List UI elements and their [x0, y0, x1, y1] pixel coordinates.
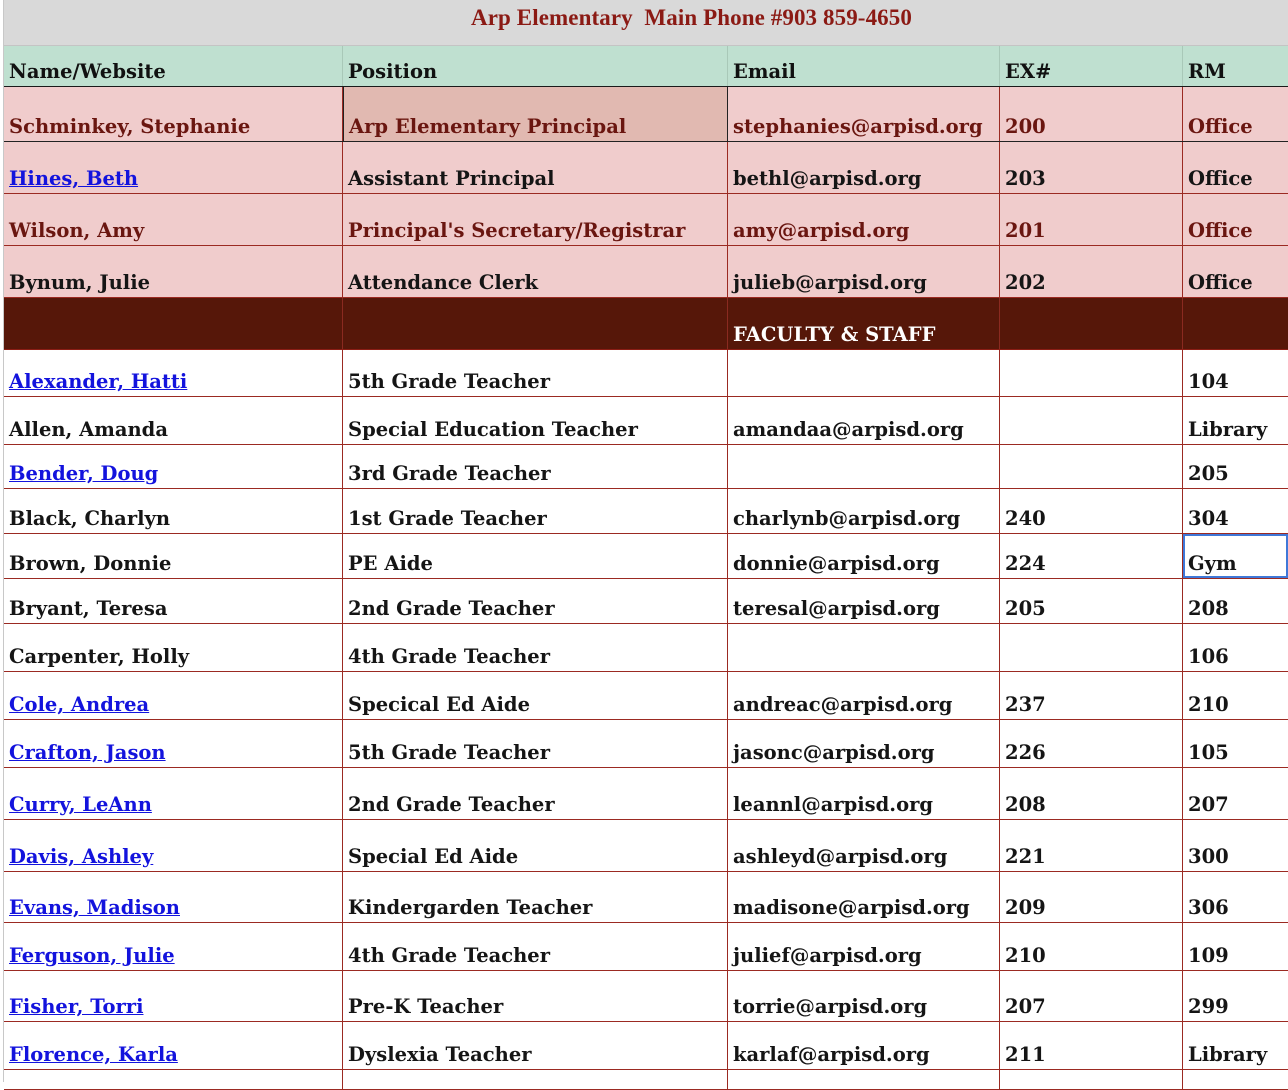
cell-text: PE Aide [348, 552, 433, 575]
cell-position[interactable] [343, 534, 728, 578]
name-link[interactable]: Curry, LeAnn [9, 793, 152, 816]
cell-email[interactable] [728, 246, 1000, 297]
empty-cell[interactable] [1183, 1070, 1288, 1089]
staff-row [4, 1022, 1288, 1070]
cell-position[interactable] [343, 397, 728, 444]
cell-text: 5th Grade Teacher [348, 370, 550, 393]
cell-ext[interactable] [1000, 720, 1183, 767]
cell-ext[interactable] [1000, 579, 1183, 623]
cell-text: Pre-K Teacher [348, 995, 504, 1018]
empty-cell[interactable] [728, 1070, 1000, 1089]
cell-ext[interactable] [1000, 820, 1183, 871]
cell-name[interactable] [4, 624, 343, 671]
cell-position[interactable] [343, 194, 728, 245]
cell-text: 4th Grade Teacher [348, 944, 550, 967]
cell-email[interactable] [728, 87, 1000, 141]
cell-text: 210 [1188, 693, 1229, 716]
cell-text: Office [1188, 167, 1253, 190]
staff-row [4, 397, 1288, 445]
cell-position[interactable] [343, 720, 728, 767]
cell-text: madisone@arpisd.org [733, 896, 970, 919]
cell-text: 304 [1188, 507, 1229, 530]
office-row [4, 246, 1288, 298]
cell-room[interactable] [1183, 246, 1288, 297]
cell-text: andreac@arpisd.org [733, 693, 953, 716]
cell-room[interactable] [1183, 923, 1288, 970]
cell-room[interactable] [1183, 350, 1288, 396]
cell-text: bethl@arpisd.org [733, 167, 922, 190]
cell-text: julieb@arpisd.org [733, 271, 927, 294]
office-row [4, 142, 1288, 194]
cell-text: 202 [1005, 271, 1046, 294]
cell-position[interactable] [343, 579, 728, 623]
name-link[interactable]: Fisher, Torri [9, 995, 144, 1018]
cell-email[interactable] [728, 923, 1000, 970]
name-link[interactable]: Davis, Ashley [9, 845, 154, 868]
cell-text: donnie@arpisd.org [733, 552, 940, 575]
staff-row [4, 720, 1288, 768]
header-email[interactable]: Email [728, 46, 1000, 86]
office-row [4, 194, 1288, 246]
name-link[interactable]: Cole, Andrea [9, 693, 150, 716]
cell-ext[interactable] [1000, 87, 1183, 141]
cell-ext[interactable] [1000, 923, 1183, 970]
cell-position[interactable] [343, 923, 728, 970]
cell-text: 105 [1188, 741, 1229, 764]
empty-row [4, 1070, 1288, 1090]
cell-text: Black, Charlyn [9, 507, 171, 530]
cell-text: Specical Ed Aide [348, 693, 530, 716]
staff-row [4, 445, 1288, 489]
cell-text: 306 [1188, 896, 1229, 919]
cell-ext[interactable] [1000, 1022, 1183, 1069]
office-row [4, 87, 1288, 142]
cell-room[interactable] [1183, 489, 1288, 533]
cell-text: torrie@arpisd.org [733, 995, 928, 1018]
cell-text: 210 [1005, 944, 1046, 967]
cell-email[interactable] [728, 445, 1000, 488]
cell-text: Office [1188, 219, 1253, 242]
cell-text: Library [1188, 1043, 1268, 1066]
cell-text: 200 [1005, 115, 1046, 138]
cell-room[interactable] [1183, 445, 1288, 488]
cell-text: Office [1188, 271, 1253, 294]
cell-text: 104 [1188, 370, 1229, 393]
staff-row [4, 971, 1288, 1022]
cell-text: teresal@arpisd.org [733, 597, 940, 620]
cell-text: Brown, Donnie [9, 552, 172, 575]
cell-name[interactable] [4, 194, 343, 245]
cell-text: 237 [1005, 693, 1046, 716]
cell-text: 2nd Grade Teacher [348, 597, 555, 620]
staff-row [4, 350, 1288, 397]
cell-room[interactable] [1183, 1022, 1288, 1069]
cell-text: Arp Elementary Principal [349, 115, 627, 138]
cell-position[interactable] [343, 872, 728, 922]
cell-name[interactable] [4, 350, 343, 396]
cell-room[interactable] [1183, 820, 1288, 871]
cell-text: 1st Grade Teacher [348, 507, 547, 530]
cell-name[interactable] [4, 872, 343, 922]
cell-room[interactable] [1183, 624, 1288, 671]
header-room[interactable]: RM [1188, 60, 1226, 83]
header-row [4, 46, 1288, 87]
cell-email[interactable] [728, 768, 1000, 819]
cell-ext[interactable] [1000, 397, 1183, 444]
cell-text: leannl@arpisd.org [733, 793, 933, 816]
name-link[interactable]: Ferguson, Julie [9, 944, 175, 967]
cell-text: 207 [1005, 995, 1046, 1018]
cell-name[interactable] [4, 923, 343, 970]
cell-text: 203 [1005, 167, 1046, 190]
section-row-faculty-staff [4, 298, 1288, 350]
cell-text: 207 [1188, 793, 1229, 816]
staff-row [4, 534, 1288, 579]
cell-position[interactable] [343, 624, 728, 671]
cell-text: Carpenter, Holly [9, 645, 190, 668]
cell-name[interactable] [4, 534, 343, 578]
staff-row [4, 872, 1288, 923]
cell-text: 240 [1005, 507, 1046, 530]
cell-position[interactable] [343, 350, 728, 396]
cell-text: 4th Grade Teacher [348, 645, 550, 668]
empty-cell[interactable] [1000, 1070, 1183, 1089]
cell-position[interactable] [343, 820, 728, 871]
cell-text: 201 [1005, 219, 1046, 242]
cell-name[interactable] [4, 720, 343, 767]
cell-room[interactable] [1183, 194, 1288, 245]
cell-position[interactable] [343, 87, 728, 141]
cell-room[interactable] [1183, 872, 1288, 922]
cell-text: ashleyd@arpisd.org [733, 845, 948, 868]
cell-text: Assistant Principal [348, 167, 555, 190]
cell-text: 300 [1188, 845, 1229, 868]
section-label[interactable]: FACULTY & STAFF [728, 298, 1000, 349]
title-row[interactable] [4, 0, 1288, 46]
cell-position[interactable] [343, 1022, 728, 1069]
cell-room[interactable] [1183, 397, 1288, 444]
cell-text: charlynb@arpisd.org [733, 507, 961, 530]
cell-ext[interactable] [1000, 534, 1183, 578]
cell-text: 5th Grade Teacher [348, 741, 550, 764]
cell-ext[interactable] [1000, 142, 1183, 193]
staff-row [4, 820, 1288, 872]
staff-row [4, 672, 1288, 720]
cell-name[interactable] [4, 768, 343, 819]
cell-text: Allen, Amanda [9, 418, 168, 441]
cell-name[interactable] [4, 971, 343, 1021]
name-link[interactable]: Crafton, Jason [9, 741, 166, 764]
staff-row [4, 579, 1288, 624]
cell-text: Dyslexia Teacher [348, 1043, 532, 1066]
cell-text: 224 [1005, 552, 1046, 575]
empty-cell[interactable] [343, 1070, 728, 1089]
section-cell[interactable] [1183, 298, 1288, 349]
cell-email[interactable] [728, 142, 1000, 193]
cell-room[interactable] [1183, 768, 1288, 819]
cell-email[interactable] [728, 489, 1000, 533]
cell-text: karlaf@arpisd.org [733, 1043, 930, 1066]
cell-ext[interactable] [1000, 624, 1183, 671]
cell-text: 221 [1005, 845, 1046, 868]
cell-ext[interactable] [1000, 246, 1183, 297]
cell-name[interactable] [4, 489, 343, 533]
cell-name[interactable] [4, 672, 343, 719]
cell-position[interactable] [343, 246, 728, 297]
cell-room[interactable] [1183, 971, 1288, 1021]
cell-email[interactable] [728, 350, 1000, 396]
cell-ext[interactable] [1000, 489, 1183, 533]
cell-text: Bryant, Teresa [9, 597, 168, 620]
cell-ext[interactable] [1000, 872, 1183, 922]
cell-name[interactable] [4, 579, 343, 623]
cell-text: Wilson, Amy [9, 219, 145, 242]
cell-text: 106 [1188, 645, 1229, 668]
cell-email[interactable] [728, 194, 1000, 245]
empty-cell[interactable] [4, 1070, 343, 1089]
cell-text: Gym [1188, 552, 1237, 575]
cell-room[interactable] [1183, 672, 1288, 719]
cell-text: Schminkey, Stephanie [9, 115, 251, 138]
cell-position[interactable] [343, 971, 728, 1021]
cell-text: Bynum, Julie [9, 271, 151, 294]
staff-row [4, 923, 1288, 971]
cell-name[interactable] [4, 445, 343, 488]
cell-text: Principal's Secretary/Registrar [348, 219, 686, 242]
name-link[interactable]: Hines, Beth [9, 167, 139, 190]
cell-email[interactable] [728, 820, 1000, 871]
cell-position[interactable] [343, 768, 728, 819]
cell-text: Office [1188, 115, 1253, 138]
cell-text: 208 [1188, 597, 1229, 620]
cell-text: 211 [1005, 1043, 1046, 1066]
cell-name[interactable] [4, 397, 343, 444]
cell-text: 208 [1005, 793, 1046, 816]
cell-text: Library [1188, 418, 1268, 441]
cell-text: 205 [1005, 597, 1046, 620]
cell-text: 3rd Grade Teacher [348, 462, 551, 485]
cell-ext[interactable] [1000, 672, 1183, 719]
header-name[interactable]: Name/Website [4, 46, 343, 86]
cell-position[interactable] [343, 445, 728, 488]
cell-text: 226 [1005, 741, 1046, 764]
cell-email[interactable] [728, 534, 1000, 578]
name-link[interactable]: Evans, Madison [9, 896, 180, 919]
cell-name[interactable] [4, 87, 343, 141]
cell-text: 109 [1188, 944, 1229, 967]
cell-ext[interactable] [1000, 768, 1183, 819]
staff-row [4, 768, 1288, 820]
cell-position[interactable] [343, 489, 728, 533]
section-cell[interactable] [343, 298, 728, 349]
cell-email[interactable] [728, 872, 1000, 922]
cell-email[interactable] [728, 397, 1000, 444]
cell-text: 209 [1005, 896, 1046, 919]
section-cell[interactable] [1000, 298, 1183, 349]
cell-text: Attendance Clerk [348, 271, 539, 294]
header-position[interactable]: Position [343, 46, 728, 86]
selected-cell[interactable] [1183, 534, 1288, 578]
cell-text: julief@arpisd.org [733, 944, 922, 967]
name-link[interactable]: Bender, Doug [9, 462, 159, 485]
staff-row [4, 624, 1288, 672]
cell-text: Special Ed Aide [348, 845, 519, 868]
cell-text: 205 [1188, 462, 1229, 485]
cell-ext[interactable] [1000, 445, 1183, 488]
cell-text: stephanies@arpisd.org [733, 115, 983, 138]
cell-text: amy@arpisd.org [733, 219, 910, 242]
cell-email[interactable] [728, 579, 1000, 623]
cell-name[interactable] [4, 820, 343, 871]
cell-text: 299 [1188, 995, 1229, 1018]
header-ext[interactable]: EX# [1000, 46, 1183, 86]
cell-text: 2nd Grade Teacher [348, 793, 555, 816]
name-link[interactable]: Alexander, Hatti [9, 370, 188, 393]
cell-ext[interactable] [1000, 971, 1183, 1021]
section-cell[interactable] [4, 298, 343, 349]
cell-room[interactable] [1183, 142, 1288, 193]
cell-email[interactable] [728, 1022, 1000, 1069]
cell-name[interactable] [4, 1022, 343, 1069]
cell-room[interactable] [1183, 720, 1288, 767]
cell-room[interactable] [1183, 87, 1288, 141]
cell-ext[interactable] [1000, 194, 1183, 245]
cell-email[interactable] [728, 624, 1000, 671]
cell-name[interactable] [4, 142, 343, 193]
cell-position[interactable] [343, 672, 728, 719]
cell-text: Kindergarden Teacher [348, 896, 593, 919]
cell-ext[interactable] [1000, 350, 1183, 396]
cell-email[interactable] [728, 672, 1000, 719]
name-link[interactable]: Florence, Karla [9, 1043, 178, 1066]
cell-room[interactable] [1183, 579, 1288, 623]
cell-text: jasonc@arpisd.org [733, 741, 935, 764]
cell-email[interactable] [728, 971, 1000, 1021]
cell-text: Special Education Teacher [348, 418, 638, 441]
cell-name[interactable] [4, 246, 343, 297]
sheet-title: Arp Elementary Main Phone #903 859-4650 [471, 5, 912, 30]
staff-row [4, 489, 1288, 534]
cell-position[interactable] [343, 142, 728, 193]
cell-email[interactable] [728, 720, 1000, 767]
cell-text: amandaa@arpisd.org [733, 418, 964, 441]
